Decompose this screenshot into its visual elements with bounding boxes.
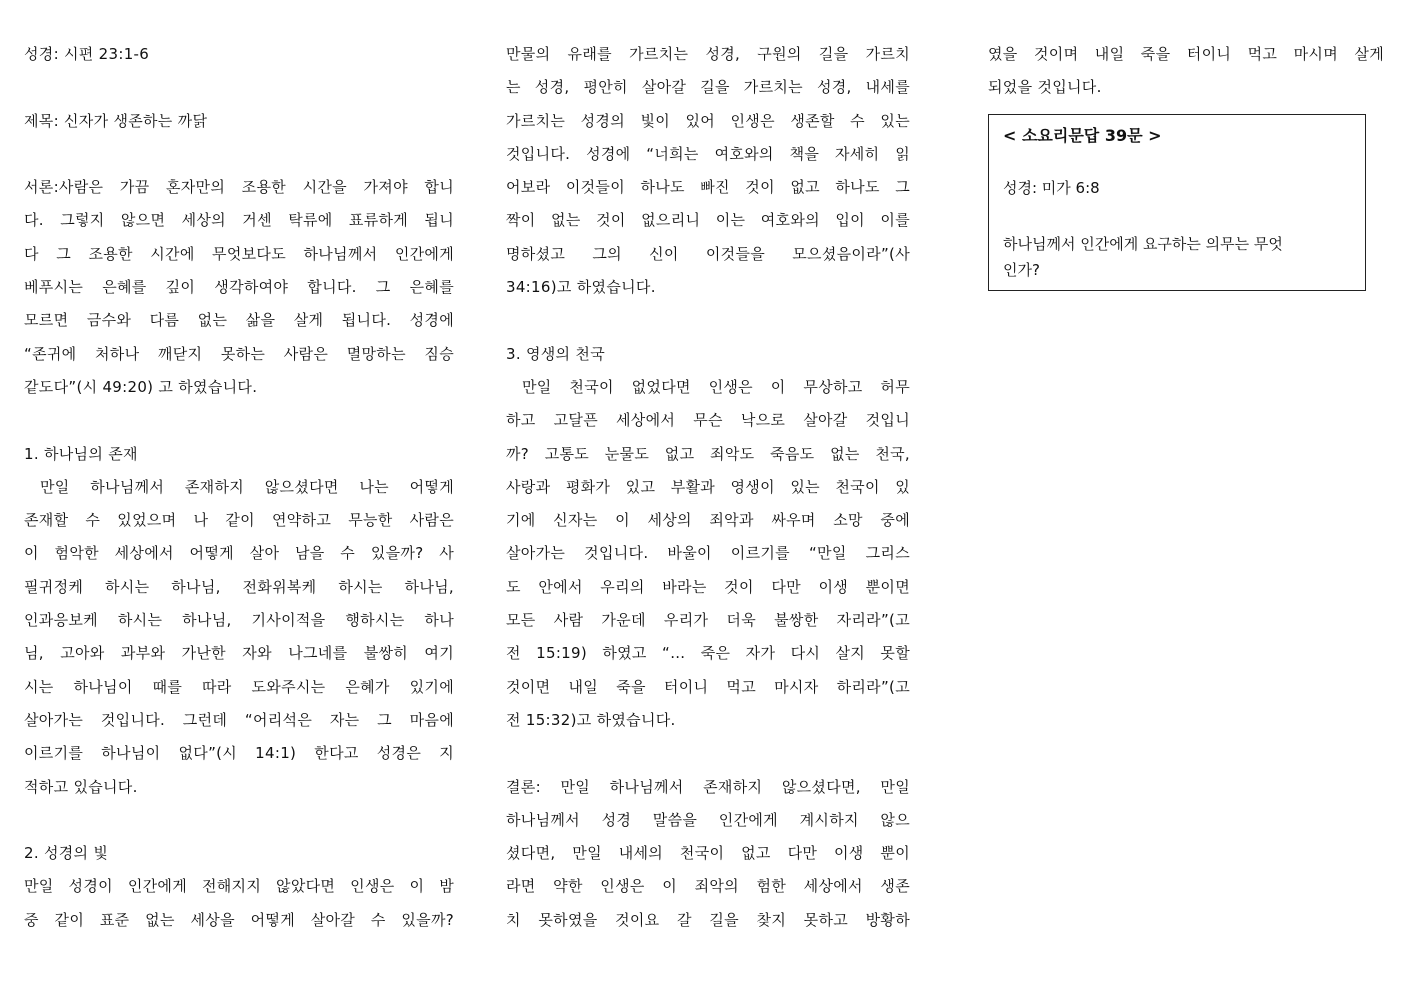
sermon-title: 제목: 신자가 생존하는 까닭 (24, 111, 208, 130)
text-line: “존귀에 처하나 깨닫지 못하는 사람은 멸망하는 짐승 (24, 344, 454, 363)
spacer (506, 737, 910, 770)
text-line: 사랑과 평화가 있고 부활과 영생이 있는 천국이 있 (506, 477, 910, 496)
conclusion-paragraph (506, 771, 910, 937)
text-line: 가르치는 성경의 빛이 있어 인생은 생존할 수 있는 (506, 111, 910, 130)
text-line: 서론:사람은 가끔 혼자만의 조용한 시간을 가져야 합니 (24, 178, 454, 197)
section2-continued (506, 38, 910, 304)
text-line: 다. 그렇지 않으면 세상의 거센 탁류에 표류하게 됩니 (24, 211, 454, 230)
text-line: 되었을 것입니다. (988, 78, 1102, 97)
text-line: 하고 고달픈 세상에서 무슨 낙으로 살아갈 것입니 (506, 411, 910, 430)
text-line: 이르기를 하나님이 없다”(시 14:1) 한다고 성경은 지 (24, 744, 454, 763)
conclusion-continued (988, 38, 1384, 105)
text-line: 이 험악한 세상에서 어떻게 살아 남을 수 있을까? 사 (24, 544, 454, 563)
text-line: 인과응보케 하시는 하나님, 기사이적을 행하시는 하나 (24, 611, 454, 630)
left-column (24, 38, 454, 937)
section3-paragraph (506, 371, 910, 737)
catechism-question (1003, 231, 1351, 283)
text-line: 는 성경, 평안히 살아갈 길을 가르치는 성경, 내세를 (506, 78, 910, 97)
text-line: 시는 하나님이 때를 따라 도와주시는 은혜가 있기에 (24, 677, 454, 696)
middle-column (506, 38, 910, 937)
text-line: 결론: 만일 하나님께서 존재하지 않으셨다면, 만일 (506, 777, 910, 796)
text-line: 만일 성경이 인간에게 전해지지 않았다면 인생은 이 밤 (24, 877, 454, 896)
spacer (24, 804, 454, 837)
spacer (24, 71, 454, 104)
text-line: 도 안에서 우리의 바라는 것이 다만 이생 뿐이면 (506, 577, 910, 596)
section-heading: 1. 하나님의 존재 (24, 444, 138, 463)
catechism-verse: 성경: 미가 6:8 (1003, 179, 1100, 197)
spacer (24, 138, 454, 171)
spacer (24, 404, 454, 437)
section1-paragraph (24, 471, 454, 804)
text-line: 다 그 조용한 시간에 무엇보다도 하나님께서 인간에게 (24, 244, 454, 263)
text-line: 전 15:32)고 하였습니다. (506, 710, 676, 729)
text-line: 라면 약한 인생은 이 죄악의 험한 세상에서 생존 (506, 877, 910, 896)
text-line: 인가? (1003, 261, 1040, 279)
section-heading: 2. 성경의 빛 (24, 844, 109, 863)
text-line: 까? 고통도 눈물도 없고 죄악도 죽음도 없는 천국, (506, 444, 910, 463)
text-line: 기에 신자는 이 세상의 죄악과 싸우며 소망 중에 (506, 511, 910, 530)
text-line: 만일 천국이 없었다면 인생은 이 무상하고 허무 (522, 377, 910, 396)
text-line: 였을 것이며 내일 죽을 터이니 먹고 마시며 살게 (988, 45, 1384, 63)
text-line: 살아가는 것입니다. 바울이 이르기를 “만일 그리스 (506, 544, 910, 563)
text-line: 짝이 없는 것이 없으리니 이는 여호와의 입이 이를 (506, 211, 910, 230)
text-line: 어보라 이것들이 하나도 빠진 것이 없고 하나도 그 (506, 178, 910, 197)
text-line: 만일 하나님께서 존재하지 않으셨다면 나는 어떻게 (40, 477, 454, 496)
section-heading: 3. 영생의 천국 (506, 344, 605, 363)
text-line: 명하셨고 그의 신이 이것들을 모으셨음이라”(사 (506, 244, 910, 263)
catechism-title: < 소요리문답 39문 > (1003, 126, 1162, 145)
text-line: 셨다면, 만일 내세의 천국이 없고 다만 이생 뿐이 (506, 844, 910, 863)
catechism-box (988, 114, 1366, 291)
spacer (506, 304, 910, 337)
text-line: 만물의 유래를 가르치는 성경, 구원의 길을 가르치 (506, 45, 910, 63)
text-line: 같도다”(시 49:20) 고 하였습니다. (24, 377, 258, 396)
text-line: 존재할 수 있었으며 나 같이 연약하고 무능한 사람은 (24, 511, 454, 530)
section2-paragraph (24, 870, 454, 937)
text-line: 베푸시는 은혜를 깊이 생각하여야 합니다. 그 은혜를 (24, 278, 454, 297)
text-line: 모르면 금수와 다름 없는 삶을 살게 됩니다. 성경에 (24, 311, 454, 330)
text-line: 것이면 내일 죽을 터이니 먹고 마시자 하리라”(고 (506, 677, 910, 696)
text-line: 중 같이 표준 없는 세상을 어떻게 살아갈 수 있을까? (24, 910, 454, 929)
text-line: 34:16)고 하였습니다. (506, 278, 656, 297)
text-line: 하나님께서 성경 말씀을 인간에게 계시하지 않으 (506, 810, 910, 829)
text-line: 필귀정케 하시는 하나님, 전화위복케 하시는 하나님, (24, 577, 454, 596)
introduction-paragraph (24, 171, 454, 404)
text-line: 것입니다. 성경에 “너희는 여호와의 책을 자세히 읽 (506, 144, 910, 163)
text-line: 모든 사람 가운데 우리가 더욱 불쌍한 자리라”(고 (506, 611, 910, 630)
text-line: 님, 고아와 과부와 가난한 자와 나그네를 불쌍히 여기 (24, 644, 454, 663)
text-line: 하나님께서 인간에게 요구하는 의무는 무엇 (1003, 235, 1283, 253)
scripture-reference: 성경: 시편 23:1-6 (24, 45, 150, 63)
right-column (988, 38, 1384, 105)
text-line: 치 못하였을 것이요 갈 길을 찾지 못하고 방황하 (506, 910, 910, 929)
text-line: 살아가는 것입니다. 그런데 “어리석은 자는 그 마음에 (24, 710, 454, 729)
text-line: 전 15:19) 하였고 “… 죽은 자가 다시 살지 못할 (506, 644, 910, 663)
text-line: 적하고 있습니다. (24, 777, 138, 796)
